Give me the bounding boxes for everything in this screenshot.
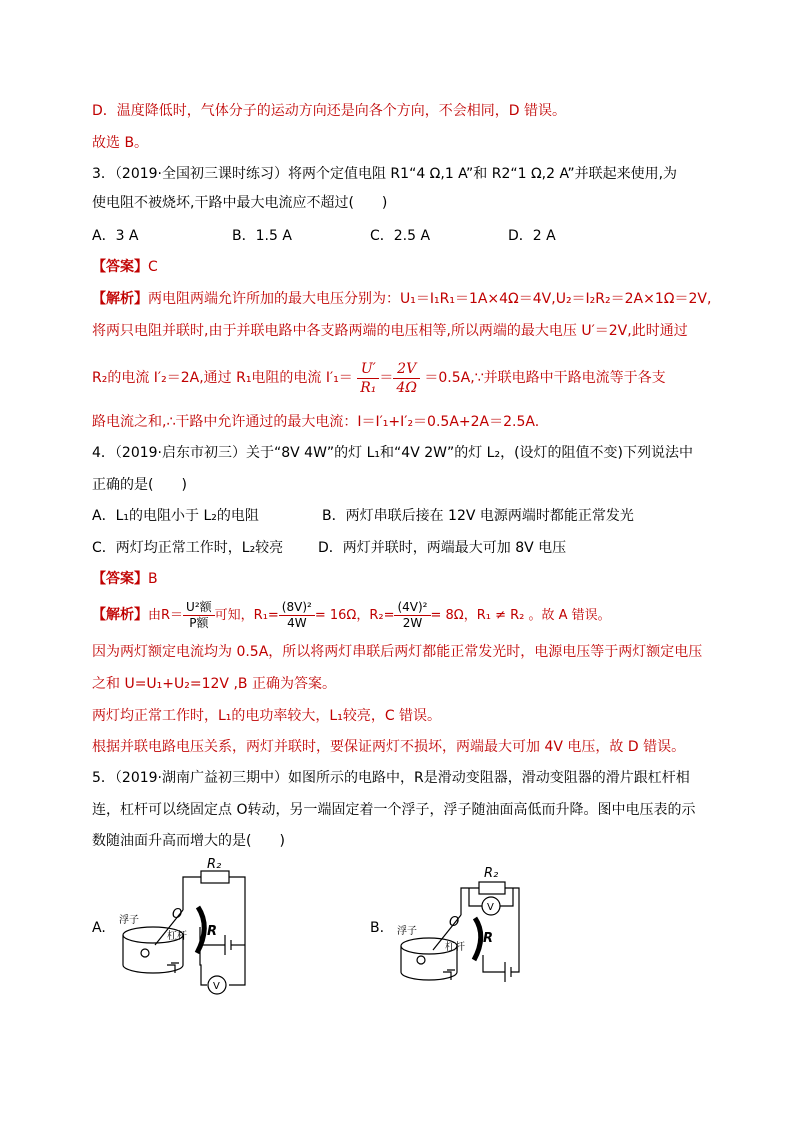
analysis-text: = 16Ω，R₂=: [314, 608, 395, 623]
fraction-numerator: U′: [357, 360, 379, 379]
q3-option-c: C．2.5 A: [370, 228, 431, 244]
pivot-o-label: O: [172, 907, 183, 922]
float-label: 浮子: [397, 926, 417, 937]
fraction-denominator: 2W: [402, 616, 423, 630]
voltmeter-label: V: [213, 981, 220, 992]
fraction-numerator: (4V)²: [394, 600, 430, 616]
fraction: [393, 360, 420, 397]
q3-analysis-line4: 路电流之和,∴干路中允许通过的最大电流：I＝I′₁+I′₂＝0.5A+2A＝2.5A.: [92, 414, 540, 430]
fraction-denominator: P额: [189, 616, 209, 630]
answer-tag: 【答案】: [92, 259, 148, 275]
fraction-denominator: 4Ω: [396, 379, 417, 396]
q4-answer: [92, 569, 158, 589]
analysis-text: R₂的电流 I′₂＝2A,通过 R₁电阻的电流 I′₁＝: [92, 370, 353, 386]
fraction: [183, 600, 215, 631]
conclusion-line: 故选 B。: [92, 135, 149, 151]
analysis-tag: 【解析】: [92, 291, 148, 307]
q4-option-b: B．两灯串联后接在 12V 电源两端时都能正常发光: [322, 508, 634, 524]
q3-option-a: A．3 A: [92, 228, 139, 244]
q5-option-b-label: B.: [370, 920, 385, 936]
q5-stem-line3: 数随油面升高而增大的是( ): [92, 833, 285, 849]
q3-answer: [92, 257, 158, 277]
q5-stem-line2: 连，杠杆可以绕固定点 O转动，另一端固定着一个浮子，浮子随油面高低而升降。图中电压表的示: [92, 802, 696, 818]
q4-analysis-line1: [92, 596, 611, 634]
rheostat-r-label: R: [207, 924, 218, 939]
q5-stem-line1: 5．（2019·湖南广益初三期中）如图所示的电路中，R是滑动变阻器，滑动变阻器的滑片跟杠杆相: [92, 770, 690, 786]
q3-stem-line1: 3．（2019·全国初三课时练习）将两个定值电阻 R1“4 Ω,1 A”和 R2“1 Ω,2 A”并联起来使用,为: [92, 166, 678, 182]
circuit-diagram-b: [383, 860, 533, 990]
equals-sign: ＝: [379, 370, 394, 386]
q4-analysis-line4: 两灯均正常工作时，L₁的电功率较大，L₁较亮，C 错误。: [92, 708, 442, 724]
q3-option-b: B．1.5 A: [232, 228, 292, 244]
lever-label: 杠杆: [445, 942, 465, 953]
q5-option-a-label: A.: [92, 920, 106, 936]
fraction-numerator: 2V: [393, 360, 420, 379]
q4-analysis-line3: 之和 U=U₁+U₂=12V ,B 正确为答案。: [92, 676, 336, 692]
q4-stem-line2: 正确的是( ): [92, 477, 187, 493]
analysis-text: = 8Ω，R₁ ≠ R₂ 。故 A 错误。: [430, 608, 611, 623]
lever-label: 杠杆: [167, 931, 187, 942]
fraction-numerator: (8V)²: [279, 600, 315, 616]
q4-analysis-line2: 因为两灯额定电流均为 0.5A，所以将两灯串联后两灯都能正常发光时，电源电压等于两灯额定电压: [92, 644, 703, 660]
fraction: [394, 600, 430, 631]
q3-stem-line2: 使电阻不被烧坏,干路中最大电流应不超过( ): [92, 195, 388, 211]
q3-analysis-line1: [92, 289, 711, 309]
q3-option-d: D．2 A: [508, 228, 556, 244]
q3-analysis-line2: 将两只电阻并联时,由于并联电路中各支路两端的电压相等,所以两端的最大电压 U′＝2V,此时通过: [92, 323, 688, 339]
analysis-text: 两电阻两端允许所加的最大电压分别为：U₁＝I₁R₁＝1A×4Ω＝4V,U₂＝I₂R₂＝2A×1Ω＝2V,: [148, 291, 712, 307]
fraction: [357, 360, 379, 397]
resistor-r2-label: R₂: [484, 866, 499, 881]
q4-stem-line1: 4．（2019·启东市初三）关于“8V 4W”的灯 L₁和“4V 2W”的灯 L₂，(设灯的阻值不变)下列说法中: [92, 445, 694, 461]
answer-value: B: [148, 571, 158, 587]
q4-analysis-line5: 根据并联电路电压关系，两灯并联时，要保证两灯不损坏，两端最大可加 4V 电压，故 D 错误。: [92, 739, 686, 755]
analysis-tag: 【解析】: [92, 607, 148, 623]
fraction-denominator: R₁: [360, 379, 377, 396]
float-label: 浮子: [119, 915, 139, 926]
analysis-text: 可知，R₁=: [214, 608, 279, 623]
rheostat-r-label: R: [483, 931, 494, 946]
pivot-o-label: O: [449, 915, 460, 930]
option-d-explanation: D．温度降低时，气体分子的运动方向还是向各个方向，不会相同，D 错误。: [92, 103, 567, 119]
voltmeter-label: V: [487, 902, 494, 913]
circuit-diagram-a: [105, 855, 265, 1000]
answer-value: C: [148, 259, 158, 275]
answer-tag: 【答案】: [92, 571, 148, 587]
q3-analysis-line3: [92, 358, 666, 398]
fraction: [279, 600, 315, 631]
resistor-r2-label: R₂: [207, 857, 222, 872]
analysis-text: ＝0.5A,∵并联电路中干路电流等于各支: [424, 370, 666, 386]
q4-option-d: D．两灯并联时，两端最大可加 8V 电压: [318, 540, 567, 556]
q4-option-a: A．L₁的电阻小于 L₂的电阻: [92, 508, 259, 524]
fraction-numerator: U²额: [183, 600, 215, 616]
q4-option-c: C．两灯均正常工作时，L₂较亮: [92, 540, 284, 556]
fraction-denominator: 4W: [287, 616, 307, 630]
analysis-text: 由R＝: [148, 608, 184, 623]
